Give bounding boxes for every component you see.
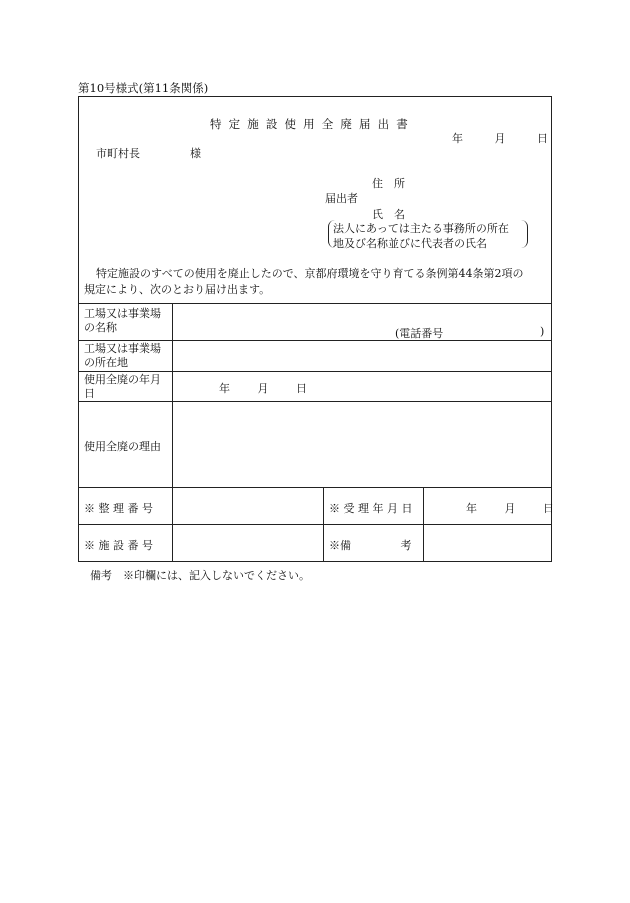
table-top-rule (78, 303, 552, 304)
phone-label: (電話番号 (395, 327, 444, 340)
abolish-date-label: 使用全廃の年月 日 (84, 373, 161, 400)
addressee: 市町村長 (96, 147, 140, 160)
notifier-label: 届出者 (325, 192, 358, 205)
receipt-day: 日 (543, 502, 554, 515)
receipt-year: 年 (466, 502, 477, 515)
receipt-date-fields (466, 500, 554, 516)
remarks-label: ※備 考 (329, 539, 412, 552)
row-rule (78, 340, 552, 341)
row-rule (78, 401, 552, 402)
abolish-day: 日 (296, 382, 307, 395)
submission-date (452, 130, 548, 146)
address-label: 住 所 (372, 177, 405, 190)
mid-column-rule-2 (423, 487, 424, 561)
factory-location-label: 工場又は事業場 の所在地 (84, 342, 161, 369)
body-text-line2: 規定により、次のとおり届け出ます。 (84, 283, 271, 296)
document-title: 特定施設使用全廃届出書 (210, 117, 415, 131)
abolish-month: 月 (257, 382, 269, 395)
corporate-note-line2: 地及び名称並びに代表者の氏名 (333, 237, 487, 250)
date-day-label: 日 (537, 132, 548, 145)
mid-column-rule (323, 487, 324, 561)
body-text-line1: 特定施設のすべての使用を廃止したので、京都府環境を守り育てる条例第44条第2項の (96, 267, 524, 280)
abolish-year: 年 (219, 382, 230, 395)
name-label: 氏 名 (372, 208, 405, 221)
reason-label: 使用全廃の理由 (84, 440, 161, 453)
corporate-note-line1: 法人にあっては主たる事務所の所在 (333, 222, 509, 235)
form-number-label: 第10号様式(第11条関係) (78, 81, 209, 95)
reference-number-label: ※ 整 理 番 号 (84, 502, 153, 515)
facility-number-label: ※ 施 設 番 号 (84, 539, 153, 552)
abolish-date-fields (219, 380, 307, 396)
factory-name-label: 工場又は事業場 の名称 (84, 307, 161, 334)
receipt-date-label: ※ 受 理 年 月 日 (329, 502, 413, 515)
row-rule (78, 371, 552, 372)
date-month-label: 月 (494, 132, 506, 145)
label-column-rule (172, 303, 173, 561)
phone-close: ) (540, 325, 545, 338)
receipt-month: 月 (504, 502, 516, 515)
honorific: 様 (190, 147, 201, 160)
row-rule (78, 524, 552, 525)
footnote: 備考 ※印欄には、記入しないでください。 (90, 569, 310, 582)
row-rule (78, 487, 552, 488)
date-year-label: 年 (452, 132, 463, 145)
